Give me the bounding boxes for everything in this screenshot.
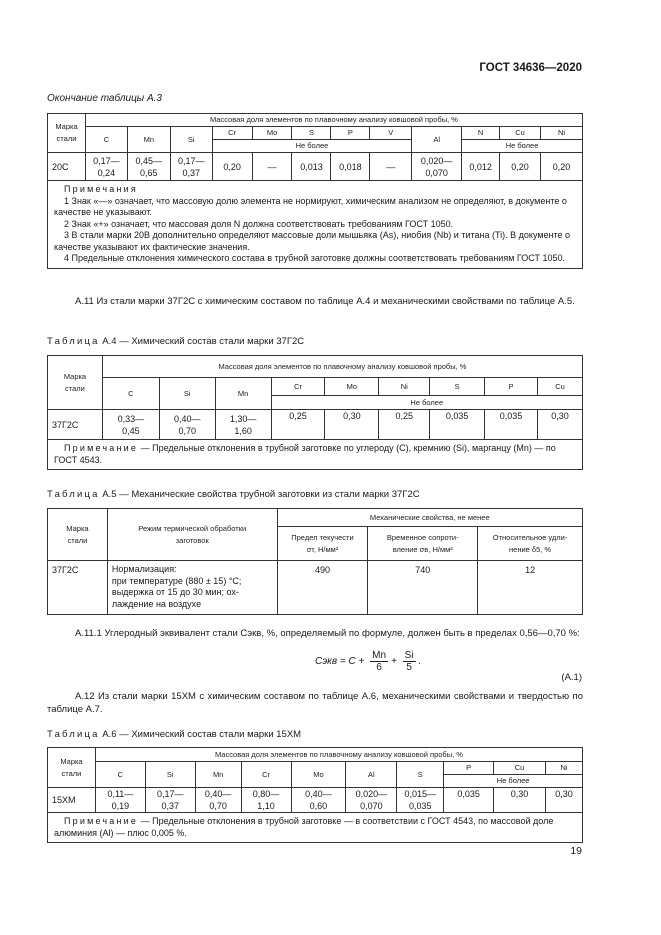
col-mo: Mo [291, 762, 346, 788]
col-p: P [485, 378, 538, 396]
col-mn: Mn [215, 378, 271, 410]
col-mo: Mo [252, 127, 292, 140]
mass-fraction-header: Массовая доля элементов по плавочному анализу ковшовой пробы, % [85, 114, 582, 127]
col-mn: Mn [195, 762, 241, 788]
caption-a4: Таблица А.4 — Химический состав стали марки 37Г2С [47, 336, 305, 347]
grade-header: Марка стали [48, 356, 103, 410]
note-block: Примечание — Предельные отклонения в трубной заготовке — в соответствии с ГОСТ 4543, по массовой доле алюминия (Al) — плюс 0,005 %. [48, 813, 583, 843]
no-more-label: Не более [444, 775, 583, 788]
table-a6 [47, 747, 583, 843]
mechanical-properties-header: Механические свойства, не менее [277, 509, 582, 527]
table-row: 20С 0,17— 0,24 0,45— 0,65 0,17— 0,37 0,20 — 0,013 0,018 — 0,020— 0,070 0,012 0,20 0,20 [48, 153, 583, 181]
grade-header: Марка стали [48, 748, 96, 788]
continuation-caption: Окончание таблицы А.3 [47, 93, 162, 104]
col-ni: Ni [379, 378, 430, 396]
mass-fraction-header: Массовая доля элементов по плавочному анализу ковшовой пробы, % [95, 748, 582, 762]
col-p: P [331, 127, 370, 140]
heat-treatment-header: Режим термической обработки заготовок [107, 509, 277, 561]
paragraph-a11-1: А.11.1 Углеродный эквивалент стали Сэкв, %, определяемый по формуле, должен быть в пределах 0,56—0,70 %: [75, 628, 580, 639]
table-a5 [47, 508, 583, 615]
note-4: 4 Предельные отклонения химического состава в трубной заготовке должны соответствовать требованиям ГОСТ 1050. [64, 253, 565, 263]
note-1: 1 Знак «—» означает, что массовую долю элемента не нормируют, химическим анализом не определяют, в документе о качестве не указывают. [54, 195, 567, 217]
col-yield-strength: Предел текучести σт, Н/мм² [277, 527, 368, 561]
col-n: N [462, 127, 500, 140]
col-mn: Mn [127, 127, 170, 153]
col-c: C [85, 127, 127, 153]
caption-a5: Таблица А.5 — Механические свойства трубной заготовки из стали марки 37Г2С [47, 489, 420, 500]
col-si: Si [145, 762, 195, 788]
col-al: Al [346, 762, 397, 788]
col-ni: Ni [545, 762, 582, 775]
col-cr: Cr [212, 127, 252, 140]
notes-title: Примечания [64, 184, 138, 194]
notes-block [48, 181, 583, 269]
no-more-label: Не более [462, 140, 583, 153]
table-a4 [47, 355, 583, 470]
note-block: Примечание — Предельные отклонения в трубной заготовке по углероду (С), кремнию (Si), марганцу (Mn) — по ГОСТ 4543. [48, 440, 583, 470]
mass-fraction-header: Массовая доля элементов по плавочному анализу ковшовой пробы, % [102, 356, 582, 378]
formula-a1: Сэкв = С + $\frac{Mn}{6}$ + $\frac{Si}{5}$ . [315, 650, 422, 673]
col-cu: Cu [494, 762, 546, 775]
table-a3 [47, 113, 583, 269]
col-si: Si [159, 378, 215, 410]
page-number: 19 [570, 845, 582, 857]
formula-number: (А.1) [561, 672, 582, 683]
grade-header: Марка стали [48, 509, 108, 561]
col-tensile-strength: Временное сопроти- вление σв, Н/мм² [368, 527, 478, 561]
col-al: Al [412, 127, 462, 153]
col-ni: Ni [540, 127, 582, 140]
paragraph-a12: А.12 Из стали марки 15ХМ с химическим составом по таблице А.6, механическими свойствами и твердостью по таблице А.7. [47, 691, 583, 715]
col-s: S [430, 378, 485, 396]
col-c: C [102, 378, 159, 410]
col-c: C [95, 762, 145, 788]
table-row: 37Г2С 0,33— 0,45 0,40— 0,70 1,30— 1,60 0,25 0,30 0,25 0,035 0,035 0,30 [48, 410, 583, 440]
col-mo: Mo [325, 378, 379, 396]
no-more-label: Не более [271, 396, 582, 410]
col-cu: Cu [500, 127, 541, 140]
note-2: 2 Знак «+» означает, что массовая доля N должна соответствовать требованиям ГОСТ 1050. [64, 218, 454, 229]
note-3: 3 В стали марки 20В дополнительно определяют массовые доли мышьяка (As), ниобия (Nb) и титана (Ti). В документе о качестве указывают их фактические значения. [54, 230, 571, 252]
caption-a6: Таблица А.6 — Химический состав стали марки 15ХМ [47, 729, 302, 740]
table-row: 15ХМ 0,11— 0,19 0,17— 0,37 0,40— 0,70 0,80— 1,10 0,40— 0,60 0,020— 0,070 0,015— 0,035 0,035 0,30 0,30 [48, 788, 583, 813]
col-si: Si [170, 127, 212, 153]
col-elongation: Относительное удли- нение δ5, % [478, 527, 583, 561]
col-s: S [397, 762, 444, 788]
no-more-label: Не более [212, 140, 412, 153]
col-p: P [444, 762, 494, 775]
standard-header: ГОСТ 34636—2020 [479, 62, 582, 74]
paragraph-a11: А.11 Из стали марки 37Г2С с химическим составом по таблице А.4 и механическими свойствами по таблице А.5. [75, 296, 575, 307]
table-row: 37Г2С Нормализация: при температуре (880 ± 15) °С; выдержка от 15 до 30 мин; ох- лаждение на воздухе 490 740 12 [48, 561, 583, 615]
col-cu: Cu [538, 378, 583, 396]
col-cr: Cr [241, 762, 291, 788]
col-v: V [370, 127, 412, 140]
grade-header: Марка стали [48, 114, 86, 153]
col-s: S [292, 127, 331, 140]
col-cr: Cr [271, 378, 325, 396]
